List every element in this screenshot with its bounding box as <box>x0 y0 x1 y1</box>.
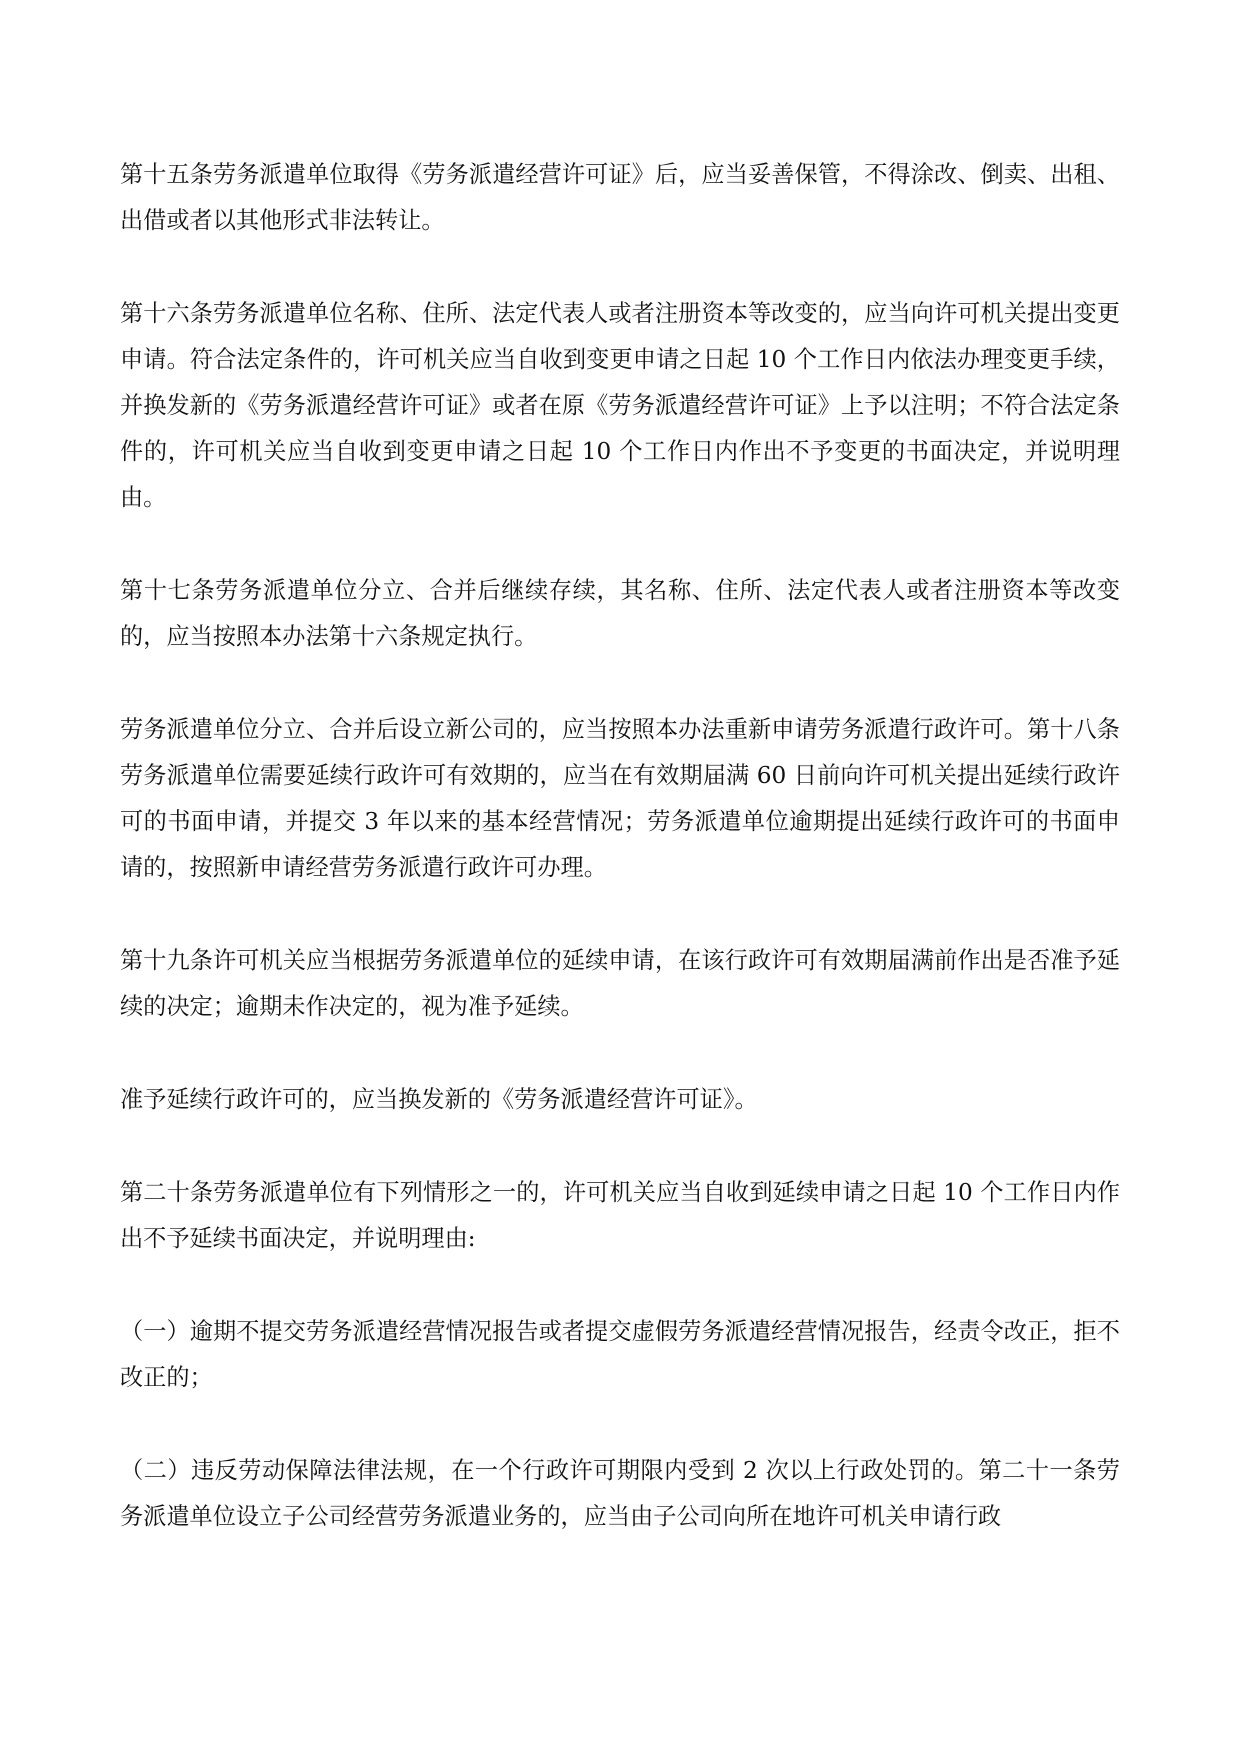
article-20-paragraph: 第二十条劳务派遣单位有下列情形之一的，许可机关应当自收到延续申请之日起 10 个工作日内作出不予延续书面决定，并说明理由: <box>120 1179 1120 1252</box>
article-20-item-1-paragraph: （一）逾期不提交劳务派遣经营情况报告或者提交虚假劳务派遣经营情况报告，经责令改正，拒不改正的； <box>120 1318 1120 1391</box>
article-19-paragraph: 第十九条许可机关应当根据劳务派遣单位的延续申请，在该行政许可有效期届满前作出是否准予延续的决定；逾期未作决定的，视为准予延续。 <box>120 947 1120 1020</box>
article-16-paragraph: 第十六条劳务派遣单位名称、住所、法定代表人或者注册资本等改变的，应当向许可机关提出变更申请。符合法定条件的，许可机关应当自收到变更申请之日起 10 个工作日内依法办理变更手续，并换发新的《劳务派遣经营许可证》或者在原《劳务派遣经营许可证》上予以注明；不符合法定条件的，许可机关应当自收到变更申请之日起 10 个工作日内作出不予变更的书面决定，并说明理由。 <box>120 300 1120 511</box>
article-17-paragraph: 第十七条劳务派遣单位分立、合并后继续存续，其名称、住所、法定代表人或者注册资本等改变的，应当按照本办法第十六条规定执行。 <box>120 577 1120 650</box>
document-page <box>120 152 1120 1587</box>
article-19-continued-paragraph: 准予延续行政许可的，应当换发新的《劳务派遣经营许可证》。 <box>120 1086 758 1113</box>
article-20-item-2-paragraph: （二）违反劳动保障法律法规，在一个行政许可期限内受到 2 次以上行政处罚的。第二十一条劳务派遣单位设立子公司经营劳务派遣业务的，应当由子公司向所在地许可机关申请行政 <box>120 1457 1120 1530</box>
article-18-paragraph: 劳务派遣单位分立、合并后设立新公司的，应当按照本办法重新申请劳务派遣行政许可。第十八条劳务派遣单位需要延续行政许可有效期的，应当在有效期届满 60 日前向许可机关提出延续行政许可的书面申请，并提交 3 年以来的基本经营情况；劳务派遣单位逾期提出延续行政许可的书面申请的，按照新申请经营劳务派遣行政许可办理。 <box>120 716 1120 881</box>
article-15-paragraph: 第十五条劳务派遣单位取得《劳务派遣经营许可证》后，应当妥善保管，不得涂改、倒卖、出租、出借或者以其他形式非法转让。 <box>120 161 1120 234</box>
